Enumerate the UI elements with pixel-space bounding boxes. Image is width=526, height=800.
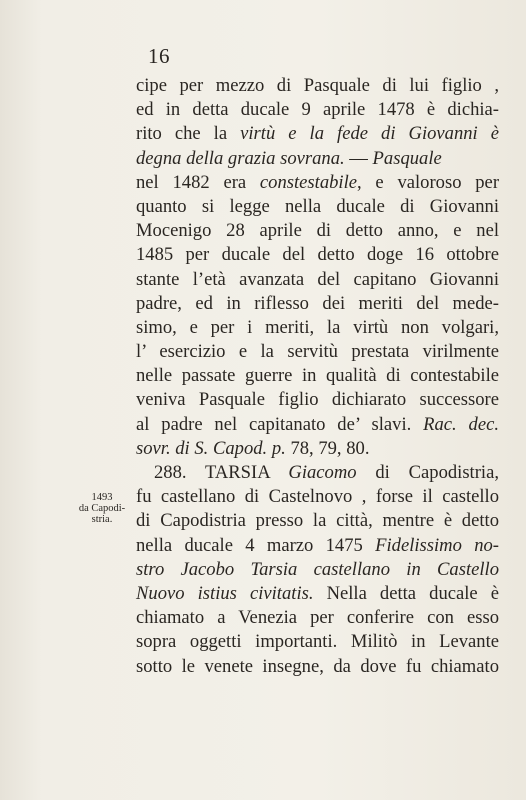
text-run: Nella detta ducale è xyxy=(313,582,499,604)
text-line xyxy=(136,316,499,340)
text-line xyxy=(136,122,499,146)
text-line xyxy=(136,268,499,292)
text-run: stante l’età avanzata del capitano Giovanni xyxy=(136,268,499,290)
text-run: di Capodistria presso la città, mentre è detto xyxy=(136,510,499,532)
italic-text: Rac. dec. xyxy=(423,413,500,435)
text-line xyxy=(136,437,499,461)
text-line xyxy=(136,485,499,509)
text-line xyxy=(136,98,499,122)
text-line xyxy=(136,509,499,533)
text-run: l’ esercizio e la servitù prestata virilmente xyxy=(136,341,499,363)
text-run: padre, ed in riflesso dei meriti del mede- xyxy=(136,292,499,314)
text-run: Mocenigo 28 aprile di detto anno, e nel xyxy=(136,220,499,242)
text-line xyxy=(136,461,499,485)
text-line xyxy=(136,388,499,412)
text-line xyxy=(136,606,499,630)
text-run: di Capodistria, xyxy=(356,462,499,483)
text-line xyxy=(136,195,499,219)
text-run: nella ducale 4 marzo 1475 xyxy=(136,534,376,556)
body-text xyxy=(136,74,499,679)
text-run: — xyxy=(344,147,373,169)
text-run: 1485 per ducale del detto doge 16 ottobre xyxy=(136,244,499,266)
italic-text: Giacomo xyxy=(288,462,357,483)
page-number: 16 xyxy=(148,44,170,68)
text-line xyxy=(136,582,499,606)
italic-text: stro Jacobo Tarsia castellano in Castello xyxy=(136,558,499,580)
margin-note-place-cont: stria. xyxy=(91,514,113,525)
italic-text: virtù e la fede di Giovanni è xyxy=(240,123,499,145)
text-line xyxy=(136,292,499,316)
text-line xyxy=(136,243,499,267)
text-line xyxy=(136,171,499,195)
text-run: rito che la xyxy=(136,123,241,145)
text-run: chiamato a Venezia per conferire con esso xyxy=(136,607,499,629)
text-run: nel 1482 era xyxy=(136,171,260,193)
text-run: cipe per mezzo di Pasquale di lui figlio , xyxy=(136,75,499,96)
italic-text: degna della grazia sovrana. xyxy=(136,147,345,169)
text-run: quanto si legge nella ducale di Giovanni xyxy=(136,195,499,217)
text-line xyxy=(136,655,499,679)
text-run: fu castellano di Castelnovo , forse il castello xyxy=(136,486,499,508)
italic-text: Nuovo istius civitatis. xyxy=(136,582,314,604)
margin-note-year: 1493 xyxy=(91,492,113,503)
margin-note-place: da Capodi- xyxy=(78,503,126,514)
italic-text: Pasquale xyxy=(372,147,442,169)
text-line xyxy=(136,534,499,558)
text-run: 288. TARSIA xyxy=(154,462,289,483)
italic-text: constestabile xyxy=(259,171,358,193)
text-line xyxy=(136,558,499,582)
text-line xyxy=(136,340,499,364)
margin-note xyxy=(73,492,131,525)
text-run: nelle passate guerre in qualità di contestabile xyxy=(136,365,499,387)
text-run: sotto le venete insegne, da dove fu chiamato xyxy=(136,655,499,677)
text-run: al padre nel capitanato de’ slavi. xyxy=(136,413,424,435)
text-line xyxy=(136,74,499,98)
text-run: simo, e per i meriti, la virtù non volgari, xyxy=(136,316,499,338)
text-line xyxy=(136,147,499,171)
text-line xyxy=(136,630,499,654)
text-line xyxy=(136,364,499,388)
text-line xyxy=(136,413,499,437)
italic-text: Fidelissimo no- xyxy=(375,534,500,556)
text-run: veniva Pasquale figlio dichiarato successore xyxy=(136,389,499,411)
text-run: , e valoroso per xyxy=(357,171,500,193)
text-run: sopra oggetti importanti. Militò in Levante xyxy=(136,631,499,653)
text-run: 78, 79, 80. xyxy=(285,437,370,459)
text-line xyxy=(136,219,499,243)
italic-text: sovr. di S. Capod. p. xyxy=(136,437,286,459)
text-run: ed in detta ducale 9 aprile 1478 è dichia- xyxy=(136,99,499,121)
